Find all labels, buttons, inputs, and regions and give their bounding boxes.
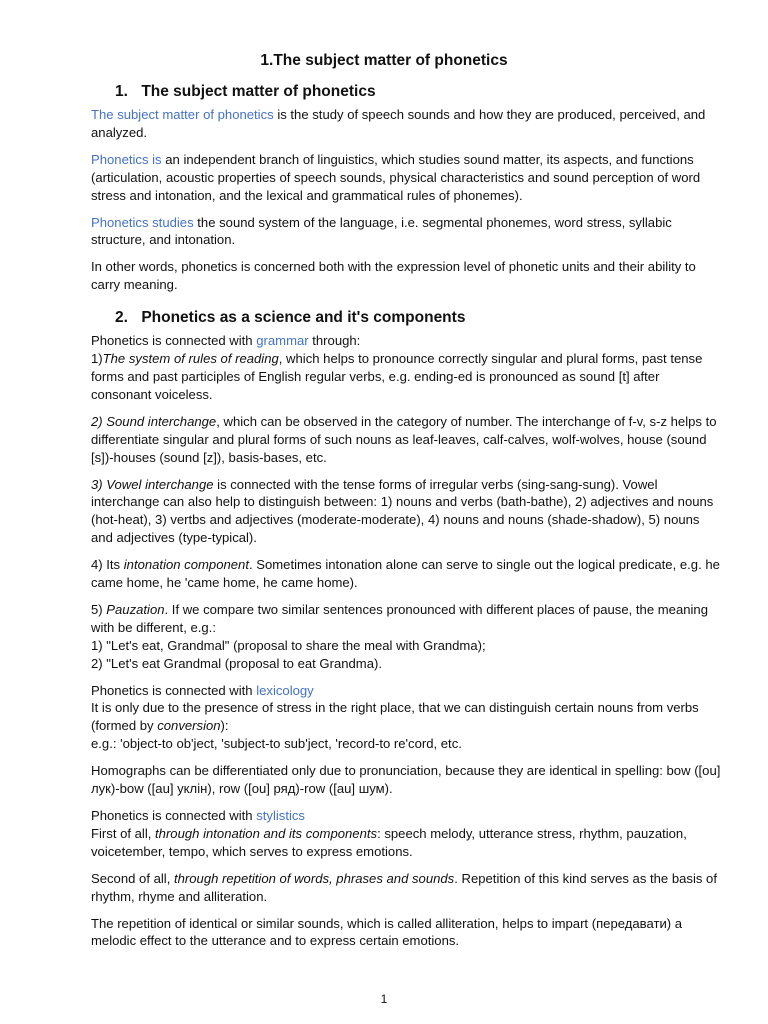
item-text: . Sometimes intonation alone can serve to single out the logical predicate, e.g. he came home, he 'came home, he came home). <box>91 557 720 591</box>
grammar-item-1 <box>91 350 721 404</box>
homographs-paragraph: Homographs can be differentiated only due to pronunciation, because they are identical in spelling: bow ([ou] лук)-bow ([au] уклін), row ([ou] ряд)-row ([au] шум). <box>91 763 721 797</box>
link-phonetics-studies[interactable]: Phonetics studies <box>91 214 194 230</box>
grammar-item-5 <box>91 601 721 673</box>
stylistics-second <box>91 870 721 906</box>
lexicology-block <box>91 682 721 754</box>
section-2-number: 2. <box>115 309 128 327</box>
item-text: , which helps to pronounce correctly singular and plural forms, past tense forms and past participles of English regular verbs, e.g. ending-ed is pronounced as sound [t] after consonant voiceless. <box>91 351 703 402</box>
stylistics-block <box>91 807 721 861</box>
text-part: ): <box>220 718 229 734</box>
section-2-heading <box>115 308 721 328</box>
item-term: 2) Sound interchange <box>91 413 217 429</box>
paragraph-definition <box>91 106 721 142</box>
item-prefix: 1) <box>91 351 103 367</box>
intro-prefix: Phonetics is connected with <box>91 682 257 698</box>
paragraph-phonetics-studies <box>91 214 721 250</box>
section-1-number: 1. <box>115 83 128 100</box>
lexicology-text <box>91 699 721 735</box>
section-1-heading <box>115 82 721 102</box>
grammar-block <box>91 332 721 404</box>
link-phonetics-is[interactable]: Phonetics is <box>91 151 162 167</box>
page-number: 1 <box>380 992 388 1006</box>
item-5-example-1: 1) "Let's eat, Grandmal" (proposal to share the meal with Grandma); <box>91 637 486 653</box>
text-term: through intonation and its components <box>155 825 378 841</box>
text-term: conversion <box>157 718 221 734</box>
text-part: . Repetition of this kind serves as the basis of rhythm, rhyme and alliteration. <box>91 870 717 904</box>
stylistics-intro <box>91 807 721 825</box>
link-grammar[interactable]: grammar <box>256 333 309 349</box>
paragraph-text: an independent branch of linguistics, which studies sound matter, its aspects, and functions (articulation, acoustic properties of speech sounds, physical characteristics and sound perception of word stress and intonation, and the lexical and grammatical rules of phonemes). <box>91 151 701 203</box>
alliteration-paragraph: The repetition of identical or similar sounds, which is called alliteration, helps to impart (передавати) a melodic effect to the utterance and to express certain emotions. <box>91 915 683 949</box>
paragraph-text: the sound system of the language, i.e. segmental phonemes, word stress, syllabic structure, and intonation. <box>91 214 672 248</box>
item-term: The system of rules of reading <box>102 351 279 367</box>
document-title: 1.The subject matter of phonetics <box>260 52 508 69</box>
paragraph-text: is the study of speech sounds and how they are produced, perceived, and analyzed. <box>91 107 706 140</box>
grammar-item-4 <box>91 556 721 592</box>
text-prefix: Second of all, <box>91 870 174 886</box>
text-term: through repetition of words, phrases and sounds <box>173 870 455 886</box>
text-prefix: First of all, <box>91 825 156 841</box>
item-term: intonation component <box>123 557 249 573</box>
lexicology-intro <box>91 682 721 700</box>
grammar-intro <box>91 332 721 350</box>
item-text: . If we compare two similar sentences pronounced with different places of pause, the meaning with be different, e.g.: <box>91 601 708 635</box>
item-prefix: 5) <box>91 601 107 617</box>
grammar-item-3 <box>91 476 721 548</box>
stylistics-first <box>91 825 721 861</box>
lexicology-example: e.g.: 'object-to ob'ject, 'subject-to sub'ject, 'record-to re'cord, etc. <box>91 736 462 752</box>
grammar-item-2 <box>91 413 721 467</box>
item-prefix: 4) Its <box>91 557 124 573</box>
item-5-main <box>91 601 721 637</box>
item-term: 3) Vowel interchange <box>91 476 214 492</box>
item-term: Pauzation <box>106 601 165 617</box>
paragraph-phonetics-is <box>91 151 721 205</box>
section-2-title: Phonetics as a science and it's components <box>141 309 466 327</box>
text-part: It is only due to the presence of stress in the right place, that we can distinguish certain nouns from verbs (formed by <box>91 700 699 734</box>
link-stylistics[interactable]: stylistics <box>256 808 305 823</box>
document-body <box>91 82 721 959</box>
text-part: : speech melody, utterance stress, rhythm, pauzation, voicetember, tempo, which serves to express emotions. <box>91 825 687 859</box>
item-text: is connected with the tense forms of irregular verbs (sing-sang-sung). Vowel interchange can also help to distinguish between: 1) nouns and verbs (bath-bathe), 2) adjectives and nouns (hot-heat), 3) vertbs and adjectives (moderate-moderate), 4) nouns and nouns (shade-shadow), 5) nouns and adjectives (type-typical). <box>91 476 714 546</box>
intro-suffix: through: <box>308 333 361 349</box>
intro-prefix: Phonetics is connected with <box>91 808 257 823</box>
section-1-title: The subject matter of phonetics <box>141 83 376 100</box>
intro-prefix: Phonetics is connected with <box>91 333 257 349</box>
link-subject-matter[interactable]: The subject matter of phonetics <box>91 107 274 122</box>
item-text: , which can be observed in the category of number. The interchange of f-v, s-z helps to differentiate singular and plural forms of such nouns as leaf-leaves, calf-calves, wolf-wolves, house (sound [s])-houses (sound [z]), basis-bases, etc. <box>91 413 717 465</box>
link-lexicology[interactable]: lexicology <box>256 682 314 698</box>
item-5-example-2: 2) "Let's eat Grandmal (proposal to eat Grandma). <box>91 655 382 671</box>
paragraph-in-other-words: In other words, phonetics is concerned both with the expression level of phonetic units and their ability to carry meaning. <box>91 259 696 293</box>
